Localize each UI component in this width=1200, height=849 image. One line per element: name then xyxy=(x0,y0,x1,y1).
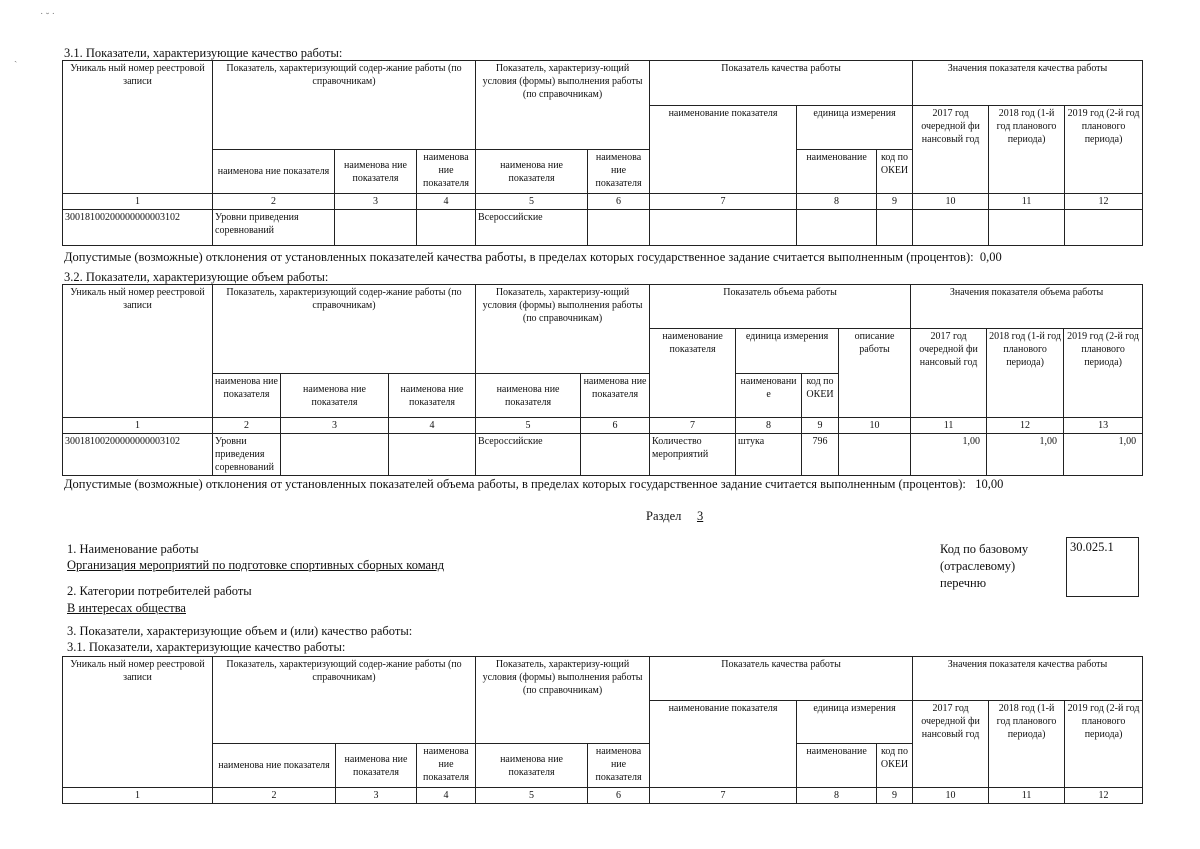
col-number: 11 xyxy=(989,194,1065,210)
col-number: 12 xyxy=(1065,788,1143,804)
sub-okei: код по ОКЕИ xyxy=(877,150,913,194)
col-conditions-indicator: Показатель, характеризу-ющий условия (формы) выполнения работы (по справочникам) xyxy=(476,61,650,150)
col-number: 3 xyxy=(336,788,417,804)
col-2018: 2018 год (1-й год планового периода) xyxy=(987,329,1064,418)
col-content-indicator: Показатель, характеризующий содер-жание работы (по справочникам) xyxy=(213,285,476,374)
sub-content-2: наименова ние показателя xyxy=(281,374,389,418)
condition-value: Всероссийские xyxy=(476,434,581,476)
work-name-label: 1. Наименование работы xyxy=(67,542,199,556)
registry-number: 30018100200000000003102 xyxy=(63,210,213,246)
consumers-label: 2. Категории потребителей работы xyxy=(67,584,252,598)
volume-deviation-value: 10,00 xyxy=(975,477,1004,491)
sub-condition-2: наименова ние показателя xyxy=(588,150,650,194)
col-indicator-name: наименование показателя xyxy=(650,106,797,194)
col-content-indicator: Показатель, характеризующий содер-жание работы (по справочникам) xyxy=(213,61,476,150)
sub-unit-name: наименовани е xyxy=(736,374,802,418)
okei-value: 796 xyxy=(802,434,839,476)
col-number: 5 xyxy=(476,194,588,210)
sub-condition-2: наименова ние показателя xyxy=(588,744,650,788)
registry-number: 30018100200000000003102 xyxy=(63,434,213,476)
sub-content-2: наименова ние показателя xyxy=(336,744,417,788)
col-number: 6 xyxy=(588,194,650,210)
col-quality-indicator: Показатель качества работы xyxy=(650,61,913,106)
section-3-1-title-bottom: 3.1. Показатели, характеризующие качество работы: xyxy=(67,640,346,654)
col-number: 10 xyxy=(839,418,911,434)
sub-okei: код по ОКЕИ xyxy=(802,374,839,418)
value-2018: 1,00 xyxy=(987,434,1064,476)
col-number: 7 xyxy=(650,418,736,434)
col-number: 10 xyxy=(913,788,989,804)
col-quality-indicator: Показатель качества работы xyxy=(650,657,913,701)
sub-content-2: наименова ние показателя xyxy=(335,150,417,194)
col-number: 9 xyxy=(877,788,913,804)
col-volume-values: Значения показателя объема работы xyxy=(911,285,1143,329)
col-2018: 2018 год (1-й год планового периода) xyxy=(989,701,1065,788)
col-number: 1 xyxy=(63,418,213,434)
sub-condition-1: наименова ние показателя xyxy=(476,150,588,194)
base-code-label: Код по базовому (отраслевому) перечню xyxy=(940,542,1029,590)
volume-deviation: Допустимые (возможные) отклонения от установленных показателей объема работы, в пределах которых государственное задание считается выполненным (процентов): 10,00 xyxy=(64,477,1004,491)
quality-deviation: Допустимые (возможные) отклонения от установленных показателей качества работы, в пределах которых государственное задание считается выполненным (процентов): 0,00 xyxy=(64,250,1002,264)
col-number: 4 xyxy=(417,194,476,210)
col-number: 8 xyxy=(736,418,802,434)
col-number: 7 xyxy=(650,194,797,210)
col-quality-values: Значения показателя качества работы xyxy=(913,657,1143,701)
col-unique-number: Уникаль ный номер реестровой записи xyxy=(63,657,213,788)
col-number: 6 xyxy=(581,418,650,434)
col-description: описание работы xyxy=(839,329,911,418)
col-indicator-name: наименование показателя xyxy=(650,329,736,418)
condition-value: Всероссийские xyxy=(476,210,588,246)
col-volume-indicator: Показатель объема работы xyxy=(650,285,911,329)
table-row xyxy=(63,434,1143,476)
volume-table xyxy=(62,284,1143,476)
col-2019: 2019 год (2-й год планового периода) xyxy=(1065,106,1143,194)
col-number: 3 xyxy=(335,194,417,210)
col-unique-number: Уникаль ный номер реестровой записи xyxy=(63,285,213,418)
scan-mark: ˙ ˘ ˙ xyxy=(40,12,55,23)
section-heading: Раздел 3 xyxy=(646,509,704,523)
unit-value: штука xyxy=(736,434,802,476)
sub-content-1: наименова ние показателя xyxy=(213,150,335,194)
col-quality-values: Значения показателя качества работы xyxy=(913,61,1143,106)
quality-table-top xyxy=(62,60,1143,246)
col-2019: 2019 год (2-й год планового периода) xyxy=(1065,701,1143,788)
base-code-value: 30.025.1 xyxy=(1070,540,1114,554)
quality-deviation-value: 0,00 xyxy=(979,250,1002,264)
col-2017: 2017 год очередной фи нансовый год xyxy=(913,701,989,788)
sub-condition-2: наименова ние показателя xyxy=(581,374,650,418)
col-unit: единица измерения xyxy=(797,106,913,150)
col-number: 5 xyxy=(476,418,581,434)
section-3-1-title: 3.1. Показатели, характеризующие качество работы: xyxy=(64,46,343,60)
col-number: 13 xyxy=(1064,418,1143,434)
col-number: 1 xyxy=(63,788,213,804)
base-code-box xyxy=(1066,537,1139,597)
col-2018: 2018 год (1-й год планового периода) xyxy=(989,106,1065,194)
indicators-label: 3. Показатели, характеризующие объем и (или) качество работы: xyxy=(67,624,413,638)
content-value: Уровни приведения соревнований xyxy=(213,434,281,476)
col-number: 8 xyxy=(797,194,877,210)
col-unique-number: Уникаль ный номер реестровой записи xyxy=(63,61,213,194)
col-number: 9 xyxy=(802,418,839,434)
sub-condition-1: наименова ние показателя xyxy=(476,374,581,418)
sub-content-1: наименова ние показателя xyxy=(213,374,281,418)
sub-unit-name: наименование xyxy=(797,150,877,194)
col-2017: 2017 год очередной фи нансовый год xyxy=(911,329,987,418)
col-content-indicator: Показатель, характеризующий содер-жание работы (по справочникам) xyxy=(213,657,476,744)
col-number: 2 xyxy=(213,194,335,210)
col-unit: единица измерения xyxy=(736,329,839,374)
col-2017: 2017 год очередной фи нансовый год xyxy=(913,106,989,194)
col-2019: 2019 год (2-й год планового периода) xyxy=(1064,329,1143,418)
table-row xyxy=(63,210,1143,246)
sub-content-3: наименова ние показателя xyxy=(417,150,476,194)
col-number: 11 xyxy=(989,788,1065,804)
section-3-2-title: 3.2. Показатели, характеризующие объем работы: xyxy=(64,270,329,284)
col-number: 5 xyxy=(476,788,588,804)
value-2017: 1,00 xyxy=(911,434,987,476)
col-number: 9 xyxy=(877,194,913,210)
content-value: Уровни приведения соревнований xyxy=(213,210,335,246)
col-number: 11 xyxy=(911,418,987,434)
col-conditions-indicator: Показатель, характеризу-ющий условия (формы) выполнения работы (по справочникам) xyxy=(476,657,650,744)
sub-okei: код по ОКЕИ xyxy=(877,744,913,788)
section-number: 3 xyxy=(696,509,704,523)
sub-condition-1: наименова ние показателя xyxy=(476,744,588,788)
quality-table-bottom xyxy=(62,656,1143,804)
consumers-value: В интересах общества xyxy=(67,601,186,615)
sub-content-3: наименова ние показателя xyxy=(389,374,476,418)
col-conditions-indicator: Показатель, характеризу-ющий условия (формы) выполнения работы (по справочникам) xyxy=(476,285,650,374)
sub-content-3: наименова ние показателя xyxy=(417,744,476,788)
col-number: 12 xyxy=(987,418,1064,434)
work-name-value: Организация мероприятий по подготовке спортивных сборных команд xyxy=(67,558,445,572)
col-number: 6 xyxy=(588,788,650,804)
sub-unit-name: наименование xyxy=(797,744,877,788)
col-number: 4 xyxy=(389,418,476,434)
col-unit: единица измерения xyxy=(797,701,913,744)
col-number: 10 xyxy=(913,194,989,210)
col-number: 3 xyxy=(281,418,389,434)
col-number: 12 xyxy=(1065,194,1143,210)
col-number: 8 xyxy=(797,788,877,804)
sub-content-1: наименова ние показателя xyxy=(213,744,336,788)
scan-mark: ˎ xyxy=(14,52,18,63)
col-indicator-name: наименование показателя xyxy=(650,701,797,788)
indicator-value: Количество мероприятий xyxy=(650,434,736,476)
value-2019: 1,00 xyxy=(1064,434,1143,476)
col-number: 1 xyxy=(63,194,213,210)
col-number: 2 xyxy=(213,418,281,434)
col-number: 2 xyxy=(213,788,336,804)
col-number: 7 xyxy=(650,788,797,804)
col-number: 4 xyxy=(417,788,476,804)
